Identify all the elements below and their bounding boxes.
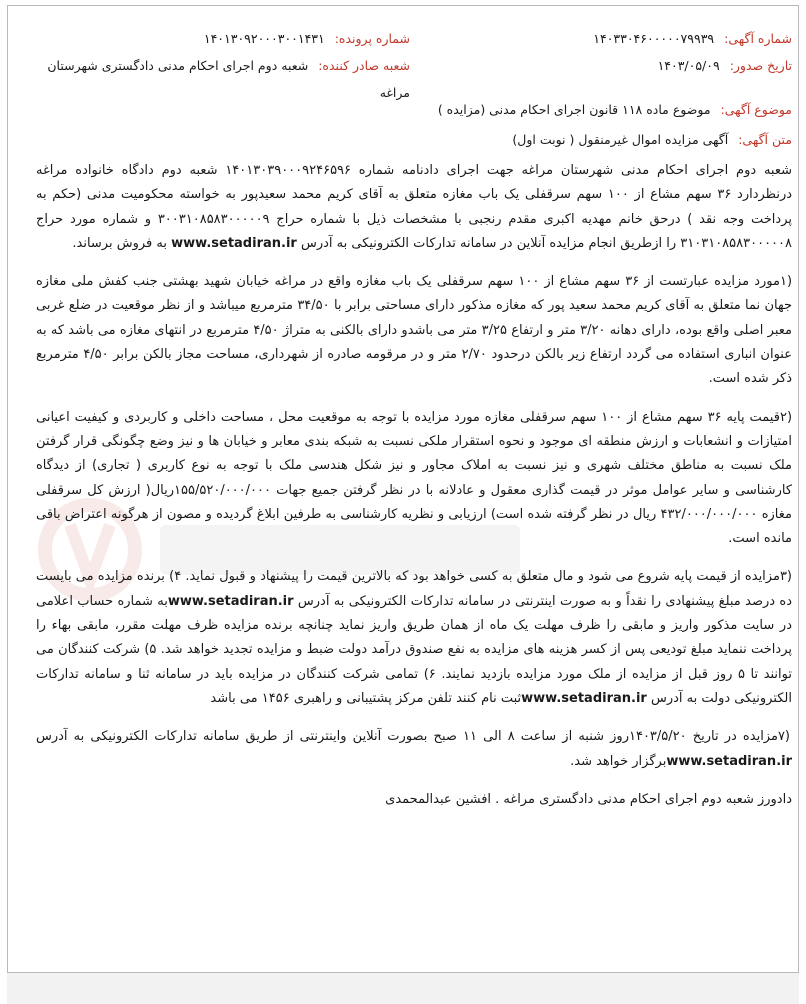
issuing-branch-label: شعبه صادر کننده: (318, 58, 410, 73)
ad-number-label: شماره آگهی: (724, 31, 792, 46)
issuing-branch (28, 52, 410, 106)
paragraph-item-3-mid: به شماره حساب اعلامی در سایت مذکور واریز و مابقی را ظرف مهلت یک ماه از همان طریق واریز نماید چنانچه برنده مزایده ظرف مهلت مقرر، مابقی بهاء را پرداخت ننماید مبلغ تودیعی پس از کسر هزینه های مزایده به نفع صندوق درآمد دولت ضبط و مزایده تجدید خواهد شد. ۵) شرکت کنندگان می توانند تا ۵ روز قبل از مزایده از ملک مورد مزایده بازدید نمایند. ۶) تمامی شرکت کنندگان در مزایده باید در سامانه ثنا و سامانه تدارکات الکترونیکی دولت به آدرس (36, 593, 793, 706)
paragraph-item-2 (28, 406, 792, 552)
file-number-value: ۱۴۰۱۳۰۹۲۰۰۰۳۰۰۱۴۳۱ (203, 31, 325, 46)
paragraph-item-2-text: (۲قیمت پایه ۳۶ سهم مشاع از ۱۰۰ سهم سرقفلی مغازه مورد مزایده با توجه به موقعیت محل ، مساحت داخلی و کاربردی و کیفیت اعیانی امتیازات و انشعابات و ارزش منطقه ای موجود و نحوه استقرار ملکی نسبت به شبکه بندی معابر و خیابان ها و نیز وضع چگونگی قرار گرفتن ملک نسبت به مناطق مختلف شهری و نیز نسبت به املاک مجاور و نیز شکل هندسی ملک با توجه به نوع کاربری ( تجاری) از دیدگاه کارشناسی و سایر عوامل موثر در قیمت گذاری معقول و عادلانه با در نظر گرفتن جمیع جهات ۱۵۵/۵۲۰/۰۰۰/۰۰۰ریال( ارزش کل سرقفلی مغازه ۴۳۲/۰۰۰/۰۰۰/۰۰۰ ریال در نظر گرفته شده است) ارزیابی و نظریه کارشناسی به طرفین ابلاغ گردیده و مصون از هرگونه اعتراض باقی مانده است. (36, 409, 793, 547)
issue-date-value: ۱۴۰۳/۰۵/۰۹ (657, 58, 720, 73)
website-link[interactable]: www.setadiran.ir (521, 690, 647, 706)
paragraph-intro (28, 159, 792, 256)
announcement-document (28, 25, 792, 812)
website-link[interactable]: www.setadiran.ir (171, 235, 297, 251)
paragraph-item-3-text: (۳مزایده از قیمت پایه شروع می شود و مال متعلق به کسی خواهد بود که بالاترین قیمت را پیشنهاد و قبول نماید. ۴) برنده مزایده می بایست ده درصد مبلغ پیشنهادی را نقداً و به صورت اینترنتی در سامانه تدارکات الکترونیکی به آدرس (36, 569, 793, 609)
paragraph-intro-end: به فروش برساند. (72, 235, 167, 251)
header-row-2 (28, 52, 792, 100)
header-row-1 (28, 25, 792, 52)
text-title-label: متن آگهی: (738, 132, 792, 147)
signature-line: دادورز شعبه دوم اجرای احکام مدنی دادگستری مراغه . افشین عبدالمحمدی (385, 791, 792, 807)
text-title-line (28, 127, 792, 153)
paragraph-intro-text: شعبه دوم اجرای احکام مدنی شهرستان مراغه جهت اجرای دادنامه شماره ۱۴۰۱۳۰۳۹۰۰۰۹۲۴۶۵۹۶ شعبه دوم دادگاه خانواده مراغه درنظردارد ۳۶ سهم مشاع از ۱۰۰ سهم سرقفلی یک باب مغازه متعلق به آقای کریم محمد سعیدپور به خواسته محکومیت مدنی (حکم به پرداخت وجه نقد ) درحق خانم مهدیه اکبری مقدم رنجبی با مشخصات ذیل با شماره حراج ۳۰۰۳۱۰۸۵۸۳۰۰۰۰۰۹ و شماره مورد حراج ۳۱۰۳۱۰۸۵۸۳۰۰۰۰۰۸ را ازطریق انجام مزایده آنلاین در سامانه تدارکات الکترونیکی به آدرس (36, 163, 793, 251)
paragraph-item-1 (28, 270, 792, 391)
bottom-strip (7, 973, 799, 1004)
ad-number (410, 25, 792, 52)
text-title-value: آگهی مزایده اموال غیرمنقول ( نوبت اول) (512, 132, 729, 147)
file-number (28, 25, 410, 52)
issue-date (410, 52, 792, 79)
paragraph-item-3-end: ثبت نام کنند تلفن مرکز پشتیبانی و راهبری ۱۴۵۶ می باشد (210, 690, 522, 706)
paragraph-item-1-text: (۱مورد مزایده عبارتست از ۳۶ سهم مشاع از ۱۰۰ سهم سرقفلی یک باب مغازه واقع در مراغه خیابان شهید بهشتی جنب کفش ملی مغازه جهان نما متعلق به آقای کریم محمد سعید پور که مغازه مذکور دارای مساحتی برابر با ۳۴/۵۰ مترمربع میباشد و از نظر موقعیت در ضلع غربی معبر اصلی واقع بوده، دارای دهانه ۳/۲۰ متر و ارتفاع ۳/۲۵ متر می باشدو دارای بالکنی به متراژ ۴/۵۰ مترمربع در انتهای مغازه می باشد که به عنوان انباری استفاده می گردد ارتفاع زیر بالکن درحدود ۲/۷۰ متر و در مرقومه صادره از شهرداری، مساحت مجاز بالکن برابر ۴/۵۰ مترمربع ذکر شده است. (36, 274, 793, 387)
file-number-label: شماره پرونده: (334, 31, 410, 46)
issuing-branch-value: شعبه دوم اجرای احکام مدنی دادگستری شهرستان مراغه (47, 58, 410, 100)
website-link[interactable]: www.setadiran.ir (666, 753, 792, 769)
paragraph-item-7-end: برگزار خواهد شد. (570, 753, 667, 769)
paragraph-item-7 (28, 725, 792, 774)
paragraph-item-3 (28, 565, 792, 711)
subject-value: موضوع ماده ۱۱۸ قانون اجرای احکام مدنی (مزایده ) (437, 102, 711, 117)
paragraph-item-7-text: (۷مزایده در تاریخ ۱۴۰۳/۵/۲۰روز شنبه از ساعت ۸ الی ۱۱ صبح بصورت آنلاین واینترنتی از طریق سامانه تدارکات الکترونیکی به آدرس (36, 729, 790, 745)
subject-label: موضوع آگهی: (720, 102, 792, 117)
website-link[interactable]: www.setadiran.ir (167, 593, 294, 609)
ad-number-value: ۱۴۰۳۳۰۴۶۰۰۰۰۰۷۹۹۳۹ (593, 31, 715, 46)
issue-date-label: تاریخ صدور: (729, 58, 792, 73)
